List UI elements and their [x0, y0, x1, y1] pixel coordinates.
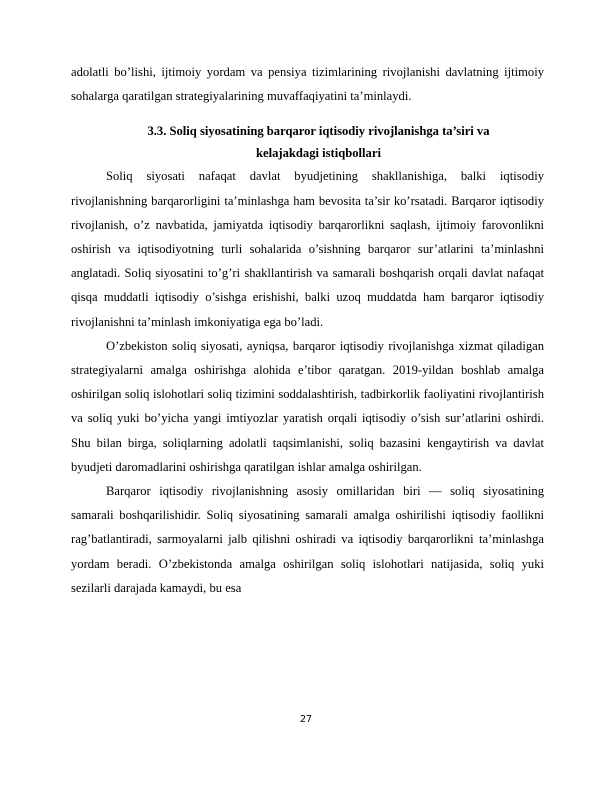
- body-paragraph-2: O’zbekiston soliq siyosati, ayniqsa, barqaror iqtisodiy rivojlanishga xizmat qiladigan strategiyalarni amalga oshirishga alohida e’tibor qaratgan. 2019-yildan boshlab amalga oshirilgan soliq islohotlari soliq tizimini soddalashtirish, tadbirkorlik faoliyatini rivojlantirish va soliq yuki bo’yicha yangi imtiyozlar yaratish orqali iqtisodiy o’sish sur’atlarini oshirdi. Shu bilan birga, soliqlarning adolatli taqsimlanishi, soliq bazasini kengaytirish va davlat byudjeti daromadlarini oshirishga qaratilgan ishlar amalga oshirilgan.: [71, 338, 544, 474]
- body-paragraph-3: Barqaror iqtisodiy rivojlanishning asosiy omillaridan biri — soliq siyosatining samarali boshqarilishidir. Soliq siyosatining samarali amalga oshirilishi iqtisodiy faollikni rag’batlantiradi, sarmoyalarni jalb qilishni oshiradi va iqtisodiy barqarorlikni ta’minlashga yordam beradi. O’zbekistonda amalga oshirilgan soliq islohotlari natijasida, soliq yuki sezilarli darajada kamaydi, bu esa: [71, 484, 544, 595]
- section-heading-line-2: kelajakdagi istiqbollari: [256, 145, 381, 160]
- intro-paragraph: adolatli bo’lishi, ijtimoiy yordam va pensiya tizimlarining rivojlanishi davlatning ijtimoiy sohalarga qaratilgan strategiyalarining muvaffaqiyatini ta’minlaydi.: [71, 65, 544, 104]
- section-heading: [71, 121, 544, 164]
- document-page: [71, 60, 544, 600]
- body-paragraph-1: Soliq siyosati nafaqat davlat byudjetining shakllanishiga, balki iqtisodiy rivojlanishning barqarorligini ta’minlashga ham bevosita ta’sir ko’rsatadi. Barqaror iqtisodiy rivojlanish, o’z navbatida, jamiyatda iqtisodiy barqarorlikni saqlash, ijtimoiy farovonlikni oshirish va iqtisodiyotning turli sohalarida o’sishning barqaror sur’atlarini ta’minlashni anglatadi. Soliq siyosatini to’g’ri shakllantirish va samarali boshqarish orqali davlat nafaqat qisqa muddatli iqtisodiy o’sishga erishishi, balki uzoq muddatda ham barqaror iqtisodiy rivojlanishni ta’minlash imkoniyatiga ega bo’ladi.: [71, 169, 544, 329]
- section-heading-line-1: 3.3. Soliq siyosatining barqaror iqtisodiy rivojlanishga ta’siri va: [147, 124, 490, 139]
- page-number: 27: [299, 714, 313, 725]
